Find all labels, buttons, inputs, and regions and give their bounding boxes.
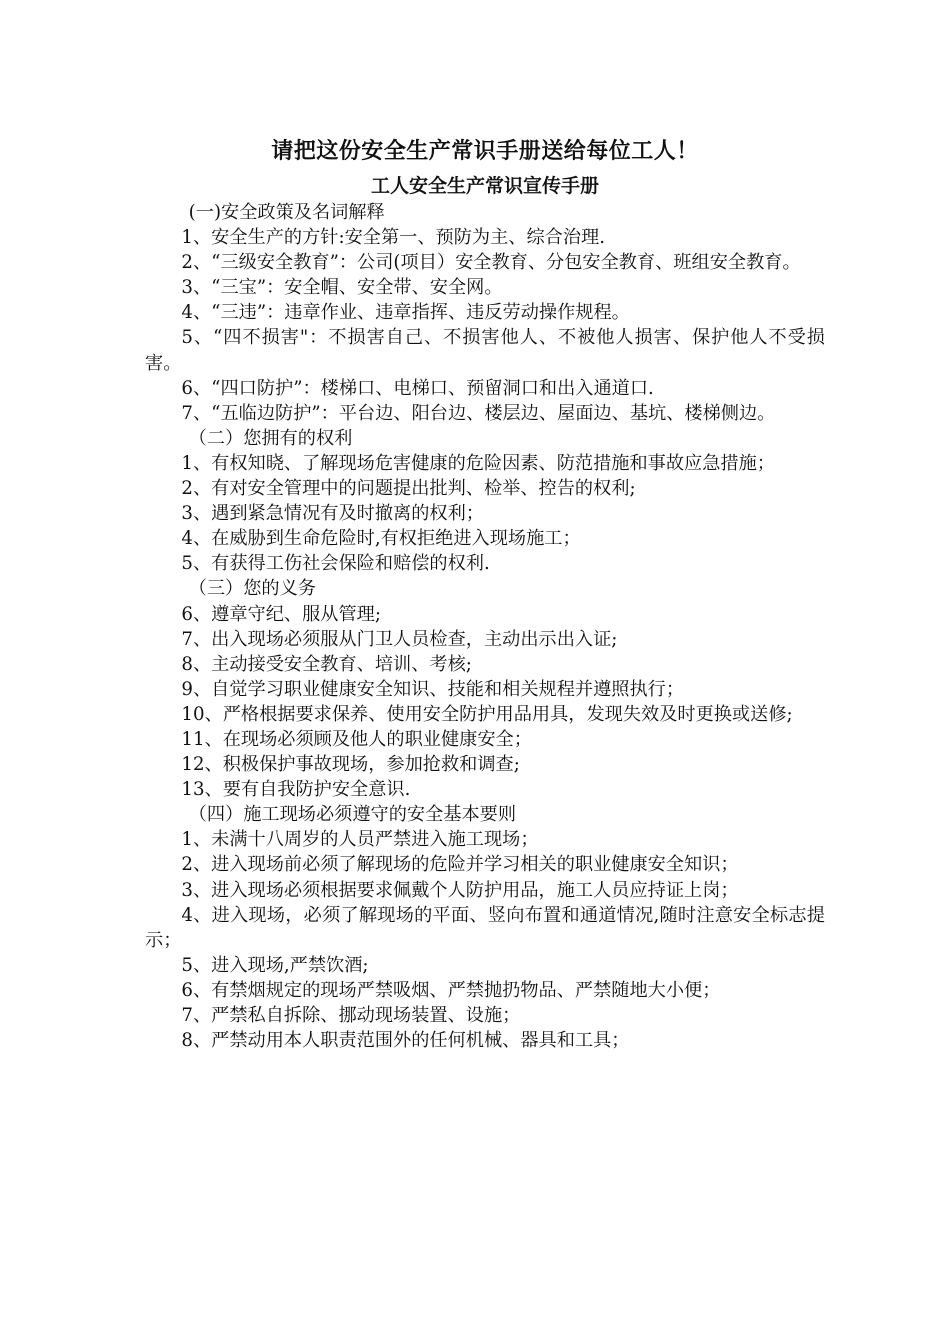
paragraph: 4、“三违”：违章作业、违章指挥、违反劳动操作规程。	[181, 302, 630, 324]
paragraph: 1、有权知晓、了解现场危害健康的危险因素、防范措施和事故应急措施；	[181, 452, 775, 474]
paragraph: 8、主动接受安全教育、培训、考核;	[181, 653, 472, 675]
document-content	[145, 134, 825, 1053]
paragraph: 6、有禁烟规定的现场严禁吸烟、严禁抛扔物品、严禁随地大小便；	[181, 979, 721, 1001]
section-heading-4: （四）施工现场必须遵守的安全基本要则	[188, 804, 517, 826]
paragraph: 2、“三级安全教育”：公司(项目）安全教育、分包安全教育、班组安全教育。	[181, 252, 801, 274]
paragraph: 4、在威胁到生命危险时,有权拒绝进入现场施工；	[181, 528, 581, 550]
paragraph: 8、严禁动用本人职责范围外的任何机械、器具和工具；	[181, 1030, 630, 1052]
paragraph: 12、积极保护事故现场，参加抢救和调查;	[181, 754, 520, 776]
paragraph: 1、安全生产的方针:安全第一、预防为主、综合治理.	[181, 227, 605, 249]
paragraph: 2、进入现场前必须了解现场的危险并学习相关的职业健康安全知识；	[181, 854, 739, 876]
section-heading-2: （二）您拥有的权利	[188, 427, 353, 449]
paragraph: 3、遇到紧急情况有及时撤离的权利；	[181, 503, 484, 525]
paragraph: 13、要有自我防护安全意识.	[181, 779, 411, 801]
paragraph: 10、严格根据要求保养、使用安全防护用品用具，发现失效及时更换或送修;	[181, 703, 793, 725]
paragraph: 6、遵章守纪、服从管理;	[181, 603, 381, 625]
paragraph: 9、自觉学习职业健康安全知识、技能和相关规程并遵照执行；	[181, 678, 685, 700]
paragraph: 1、未满十八周岁的人员严禁进入施工现场；	[181, 829, 539, 851]
paragraph: 5、进入现场,严禁饮酒;	[181, 954, 369, 976]
paragraph: 7、严禁私自拆除、挪动现场装置、设施；	[181, 1005, 521, 1026]
section-heading-3: （三）您的义务	[188, 578, 316, 600]
paragraph: 3、进入现场必须根据要求佩戴个人防护用品，施工人员应持证上岗；	[181, 879, 739, 901]
paragraph: 7、“五临边防护”：平台边、阳台边、楼层边、屋面边、基坑、楼梯侧边。	[181, 402, 776, 424]
paragraph: 11、在现场必须顾及他人的职业健康安全；	[181, 728, 532, 750]
document-title: 请把这份安全生产常识手册送给每位工人！	[271, 138, 699, 164]
paragraph: 5、“四不损害"：不损害自己、不损害他人、不被他人损害、保护他人不受损害。	[145, 327, 825, 374]
paragraph: 2、有对安全管理中的问题提出批判、检举、控告的权利;	[181, 478, 636, 500]
paragraph: 4、进入现场，必须了解现场的平面、竖向布置和通道情况,随时注意安全标志提示；	[145, 904, 825, 951]
paragraph: 5、有获得工伤社会保险和赔偿的权利.	[181, 553, 490, 575]
document-subtitle: 工人安全生产常识宣传手册	[370, 175, 599, 197]
paragraph: 6、“四口防护”：楼梯口、电梯口、预留洞口和出入通道口.	[181, 377, 654, 399]
section-heading-1: (一)安全政策及名词解释	[188, 202, 385, 223]
paragraph: 7、出入现场必须服从门卫人员检查，主动出示出入证;	[181, 628, 618, 650]
paragraph: 3、“三宝”：安全帽、安全带、安全网。	[181, 277, 503, 299]
